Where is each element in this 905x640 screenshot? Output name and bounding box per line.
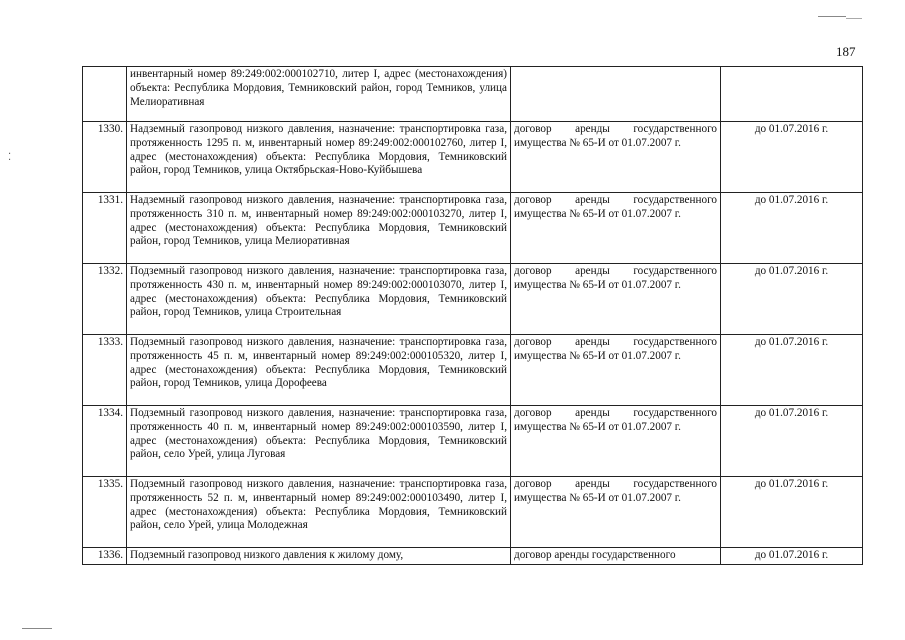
table-row: [83, 122, 863, 193]
object-description: инвентарный номер 89:249:002:000102710, литер I, адрес (местонахождения) объекта: Республика Мордовия, Темниковский район, город Темников, улица Мелиоративная: [127, 67, 511, 122]
lease-term: до 01.07.2016 г.: [721, 122, 863, 193]
lease-term: до 01.07.2016 г.: [721, 335, 863, 406]
table-row: [83, 67, 863, 122]
object-description: Подземный газопровод низкого давления, назначение: транспортировка газа, протяженность 52 п. м, инвентарный номер 89:249:002:000103490, литер I, адрес (местонахождения) объекта: Республика Мордовия, Темниковский район, село Урей, улица Молодежная: [127, 477, 511, 548]
row-number: 1334.: [83, 406, 127, 477]
object-description: Надземный газопровод низкого давления, назначение: транспортировка газа, протяженность 310 п. м, инвентарный номер 89:249:002:000103270, литер I, адрес (местонахождения) объекта: Республика Мордовия, Темниковский район, город Темников, улица Мелиоративная: [127, 193, 511, 264]
row-number: 1332.: [83, 264, 127, 335]
lease-basis: договор аренды государственного имущества № 65-И от 01.07.2007 г.: [511, 406, 721, 477]
row-number: 1335.: [83, 477, 127, 548]
lease-basis: договор аренды государственного имущества № 65-И от 01.07.2007 г.: [511, 193, 721, 264]
scan-artifact: [22, 628, 52, 629]
lease-basis: договор аренды государственного имущества № 65-И от 01.07.2007 г.: [511, 335, 721, 406]
table-row: [83, 548, 863, 565]
row-number: 1330.: [83, 122, 127, 193]
scan-artifact: [846, 18, 862, 19]
object-description: Подземный газопровод низкого давления, назначение: транспортировка газа, протяженность 430 п. м, инвентарный номер 89:249:002:000103070, литер I, адрес (местонахождения) объекта: Республика Мордовия, Темниковский район, город Темников, улица Строительная: [127, 264, 511, 335]
row-number: 1333.: [83, 335, 127, 406]
object-description: Подземный газопровод низкого давления к жилому дому,: [127, 548, 511, 565]
table-row: [83, 264, 863, 335]
table-row: [83, 406, 863, 477]
scan-artifact: [818, 16, 846, 17]
row-number: [83, 67, 127, 122]
page-number: 187: [836, 44, 856, 59]
object-description: Подземный газопровод низкого давления, назначение: транспортировка газа, протяженность 40 п. м, инвентарный номер 89:249:002:000103590, литер I, адрес (местонахождения) объекта: Республика Мордовия, Темниковский район, село Урей, улица Луговая: [127, 406, 511, 477]
lease-term: до 01.07.2016 г.: [721, 477, 863, 548]
lease-basis: договор аренды государственного имущества № 65-И от 01.07.2007 г.: [511, 264, 721, 335]
lease-term: до 01.07.2016 г.: [721, 406, 863, 477]
lease-basis: договор аренды государственного имущества № 65-И от 01.07.2007 г.: [511, 477, 721, 548]
row-number: 1331.: [83, 193, 127, 264]
property-table: [82, 66, 863, 565]
lease-term: [721, 67, 863, 122]
lease-basis: [511, 67, 721, 122]
lease-basis: договор аренды государственного: [511, 548, 721, 565]
table-row: [83, 477, 863, 548]
table-row: [83, 335, 863, 406]
lease-basis: договор аренды государственного имущества № 65-И от 01.07.2007 г.: [511, 122, 721, 193]
table-row: [83, 193, 863, 264]
lease-term: до 01.07.2016 г.: [721, 264, 863, 335]
scan-artifact: ⁚: [8, 152, 12, 163]
lease-term: до 01.07.2016 г.: [721, 548, 863, 565]
object-description: Подземный газопровод низкого давления, назначение: транспортировка газа, протяженность 45 п. м, инвентарный номер 89:249:002:000105320, литер I, адрес (местонахождения) объекта: Республика Мордовия, Темниковский район, город Темников, улица Дорофеева: [127, 335, 511, 406]
lease-term: до 01.07.2016 г.: [721, 193, 863, 264]
object-description: Надземный газопровод низкого давления, назначение: транспортировка газа, протяженность 1295 п. м, инвентарный номер 89:249:002:000102760, литер I, адрес (местонахождения) объекта: Республика Мордовия, Темниковский район, город Темников, улица Октябрьская-Ново-Куйбышева: [127, 122, 511, 193]
row-number: 1336.: [83, 548, 127, 565]
